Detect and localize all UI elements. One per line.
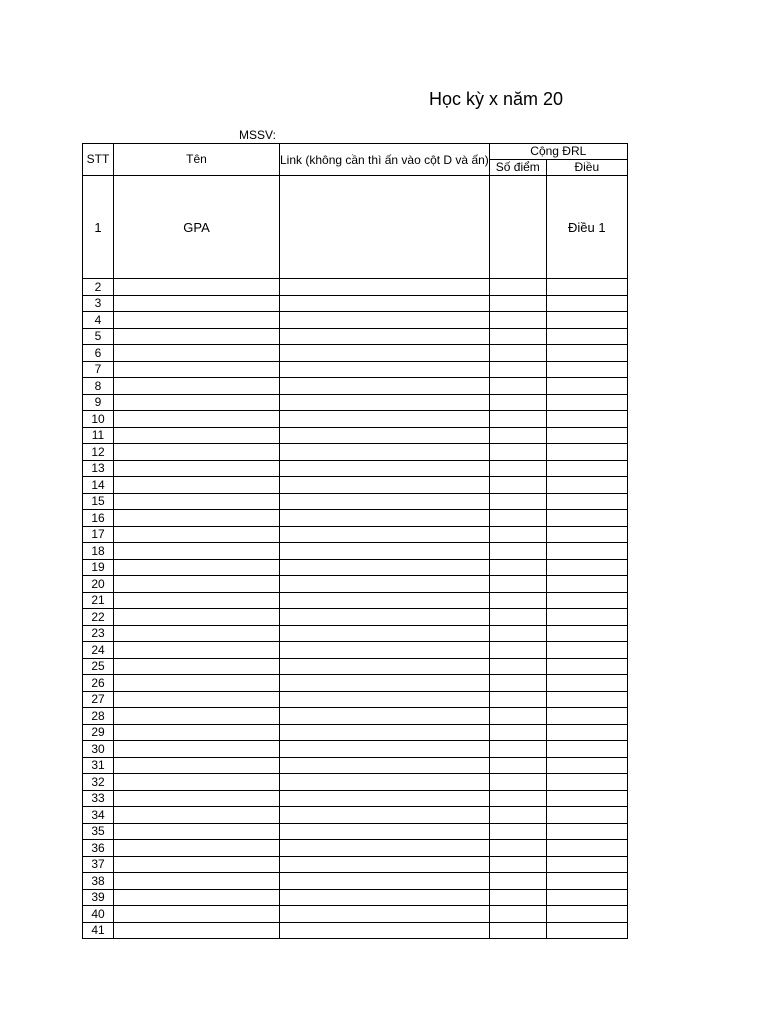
table-row (83, 411, 628, 428)
cell-so-diem[interactable] (489, 295, 546, 312)
cell-ten[interactable] (114, 906, 280, 923)
cell-ten[interactable] (114, 526, 280, 543)
cell-so-diem[interactable] (489, 873, 546, 890)
cell-ten[interactable] (114, 345, 280, 362)
cell-dieu[interactable] (546, 889, 627, 906)
cell-so-diem[interactable] (489, 427, 546, 444)
cell-stt[interactable]: 17 (83, 526, 114, 543)
table-row (83, 708, 628, 725)
cell-link[interactable] (280, 724, 490, 741)
cell-ten[interactable] (114, 856, 280, 873)
cell-stt[interactable]: 24 (83, 642, 114, 659)
table-row (83, 295, 628, 312)
cell-so-diem[interactable] (489, 741, 546, 758)
cell-so-diem[interactable] (489, 757, 546, 774)
score-table (82, 143, 628, 939)
cell-link[interactable] (280, 823, 490, 840)
cell-so-diem[interactable] (489, 592, 546, 609)
table-row (83, 427, 628, 444)
cell-link[interactable] (280, 592, 490, 609)
cell-dieu[interactable] (546, 724, 627, 741)
cell-ten[interactable] (114, 774, 280, 791)
cell-so-diem[interactable] (489, 328, 546, 345)
cell-dieu[interactable] (546, 856, 627, 873)
table-row (83, 176, 628, 279)
cell-so-diem[interactable] (489, 526, 546, 543)
table-row (83, 444, 628, 461)
cell-dieu[interactable] (546, 840, 627, 857)
cell-link[interactable] (280, 394, 490, 411)
cell-dieu[interactable] (546, 312, 627, 329)
table-row (83, 609, 628, 626)
cell-so-diem[interactable] (489, 691, 546, 708)
table-row (83, 889, 628, 906)
cell-ten[interactable] (114, 394, 280, 411)
header-row (83, 144, 628, 160)
cell-link[interactable] (280, 427, 490, 444)
cell-dieu[interactable] (546, 774, 627, 791)
table-row (83, 691, 628, 708)
cell-ten[interactable] (114, 559, 280, 576)
cell-ten[interactable] (114, 675, 280, 692)
table-row (83, 543, 628, 560)
header-cong-drl: Cộng ĐRL (489, 144, 627, 160)
table-row (83, 378, 628, 395)
table-row (83, 856, 628, 873)
cell-dieu[interactable]: Điều 1 (546, 176, 627, 279)
cell-link[interactable] (280, 609, 490, 626)
table-row (83, 279, 628, 296)
cell-so-diem[interactable] (489, 625, 546, 642)
cell-ten[interactable] (114, 592, 280, 609)
cell-so-diem[interactable] (489, 361, 546, 378)
table-row (83, 757, 628, 774)
cell-link[interactable] (280, 279, 490, 296)
cell-link[interactable] (280, 691, 490, 708)
cell-dieu[interactable] (546, 576, 627, 593)
table-row (83, 592, 628, 609)
cell-dieu[interactable] (546, 823, 627, 840)
cell-stt[interactable]: 28 (83, 708, 114, 725)
mssv-label: MSSV: (239, 128, 276, 142)
cell-stt[interactable]: 27 (83, 691, 114, 708)
cell-dieu[interactable] (546, 592, 627, 609)
cell-stt[interactable]: 15 (83, 493, 114, 510)
cell-so-diem[interactable] (489, 790, 546, 807)
cell-link[interactable] (280, 328, 490, 345)
cell-stt[interactable]: 35 (83, 823, 114, 840)
cell-dieu[interactable] (546, 526, 627, 543)
cell-so-diem[interactable] (489, 642, 546, 659)
cell-so-diem[interactable] (489, 477, 546, 494)
cell-so-diem[interactable] (489, 345, 546, 362)
cell-dieu[interactable] (546, 642, 627, 659)
cell-stt[interactable]: 26 (83, 675, 114, 692)
cell-ten[interactable] (114, 625, 280, 642)
cell-ten[interactable] (114, 642, 280, 659)
header-link: Link (không cần thì ấn vào cột D và ấn) (280, 144, 490, 176)
cell-dieu[interactable] (546, 658, 627, 675)
cell-link[interactable] (280, 295, 490, 312)
cell-dieu[interactable] (546, 295, 627, 312)
cell-stt[interactable]: 14 (83, 477, 114, 494)
cell-ten[interactable] (114, 823, 280, 840)
cell-so-diem[interactable] (489, 708, 546, 725)
cell-dieu[interactable] (546, 378, 627, 395)
cell-ten[interactable] (114, 444, 280, 461)
cell-so-diem[interactable] (489, 856, 546, 873)
cell-link[interactable] (280, 922, 490, 939)
cell-stt[interactable]: 29 (83, 724, 114, 741)
cell-stt[interactable]: 10 (83, 411, 114, 428)
cell-ten[interactable] (114, 493, 280, 510)
cell-stt[interactable]: 5 (83, 328, 114, 345)
cell-dieu[interactable] (546, 345, 627, 362)
cell-dieu[interactable] (546, 543, 627, 560)
cell-so-diem[interactable] (489, 411, 546, 428)
cell-link[interactable] (280, 708, 490, 725)
cell-so-diem[interactable] (489, 807, 546, 824)
cell-so-diem[interactable] (489, 576, 546, 593)
cell-link[interactable] (280, 411, 490, 428)
cell-ten[interactable] (114, 312, 280, 329)
cell-link[interactable] (280, 460, 490, 477)
table-row (83, 724, 628, 741)
cell-so-diem[interactable] (489, 774, 546, 791)
cell-dieu[interactable] (546, 444, 627, 461)
cell-stt[interactable]: 16 (83, 510, 114, 527)
cell-so-diem[interactable] (489, 559, 546, 576)
cell-so-diem[interactable] (489, 609, 546, 626)
table-row (83, 526, 628, 543)
table-row (83, 675, 628, 692)
cell-ten[interactable] (114, 658, 280, 675)
cell-so-diem[interactable] (489, 658, 546, 675)
cell-so-diem[interactable] (489, 279, 546, 296)
cell-link[interactable] (280, 840, 490, 857)
sheet-title: Học kỳ x năm 20 (429, 89, 564, 109)
cell-ten[interactable] (114, 691, 280, 708)
cell-dieu[interactable] (546, 559, 627, 576)
cell-link[interactable] (280, 477, 490, 494)
table-row (83, 658, 628, 675)
cell-link[interactable] (280, 807, 490, 824)
cell-dieu[interactable] (546, 411, 627, 428)
cell-stt[interactable]: 6 (83, 345, 114, 362)
cell-so-diem[interactable] (489, 840, 546, 857)
table-row (83, 790, 628, 807)
cell-ten[interactable] (114, 378, 280, 395)
table-row (83, 873, 628, 890)
cell-ten[interactable] (114, 295, 280, 312)
cell-dieu[interactable] (546, 510, 627, 527)
cell-ten[interactable] (114, 741, 280, 758)
cell-ten[interactable] (114, 609, 280, 626)
cell-dieu[interactable] (546, 790, 627, 807)
table-row (83, 906, 628, 923)
cell-stt[interactable]: 4 (83, 312, 114, 329)
cell-so-diem[interactable] (489, 444, 546, 461)
cell-stt[interactable]: 18 (83, 543, 114, 560)
cell-ten[interactable] (114, 510, 280, 527)
cell-stt[interactable]: 9 (83, 394, 114, 411)
cell-link[interactable] (280, 576, 490, 593)
table-row (83, 741, 628, 758)
cell-link[interactable] (280, 741, 490, 758)
cell-link[interactable] (280, 361, 490, 378)
cell-link[interactable] (280, 642, 490, 659)
table-row (83, 576, 628, 593)
cell-stt[interactable]: 23 (83, 625, 114, 642)
cell-dieu[interactable] (546, 906, 627, 923)
table-row (83, 493, 628, 510)
cell-ten[interactable] (114, 328, 280, 345)
cell-stt[interactable]: 39 (83, 889, 114, 906)
header-dieu: Điều (546, 160, 627, 176)
table-row (83, 345, 628, 362)
cell-dieu[interactable] (546, 493, 627, 510)
cell-dieu[interactable] (546, 361, 627, 378)
cell-ten[interactable] (114, 807, 280, 824)
cell-link[interactable] (280, 757, 490, 774)
cell-ten[interactable] (114, 279, 280, 296)
cell-so-diem[interactable] (489, 493, 546, 510)
cell-ten[interactable] (114, 889, 280, 906)
cell-dieu[interactable] (546, 427, 627, 444)
cell-dieu[interactable] (546, 279, 627, 296)
cell-so-diem[interactable] (489, 510, 546, 527)
cell-stt[interactable]: 12 (83, 444, 114, 461)
cell-stt[interactable]: 33 (83, 790, 114, 807)
cell-ten[interactable] (114, 922, 280, 939)
cell-stt[interactable]: 21 (83, 592, 114, 609)
cell-so-diem[interactable] (489, 922, 546, 939)
table-row (83, 328, 628, 345)
cell-link[interactable] (280, 790, 490, 807)
cell-ten[interactable] (114, 460, 280, 477)
cell-dieu[interactable] (546, 691, 627, 708)
cell-link[interactable] (280, 526, 490, 543)
cell-link[interactable] (280, 906, 490, 923)
cell-stt[interactable]: 11 (83, 427, 114, 444)
cell-ten[interactable] (114, 840, 280, 857)
cell-ten[interactable] (114, 790, 280, 807)
cell-ten[interactable] (114, 361, 280, 378)
cell-ten[interactable] (114, 873, 280, 890)
cell-stt[interactable]: 40 (83, 906, 114, 923)
table-row (83, 823, 628, 840)
cell-dieu[interactable] (546, 757, 627, 774)
cell-so-diem[interactable] (489, 176, 546, 279)
table-row (83, 394, 628, 411)
cell-link[interactable] (280, 625, 490, 642)
cell-link[interactable] (280, 675, 490, 692)
cell-dieu[interactable] (546, 741, 627, 758)
cell-stt[interactable]: 7 (83, 361, 114, 378)
cell-ten[interactable]: GPA (114, 176, 280, 279)
cell-stt[interactable]: 38 (83, 873, 114, 890)
cell-so-diem[interactable] (489, 312, 546, 329)
cell-link[interactable] (280, 444, 490, 461)
cell-link[interactable] (280, 658, 490, 675)
cell-dieu[interactable] (546, 922, 627, 939)
cell-ten[interactable] (114, 757, 280, 774)
cell-stt[interactable]: 19 (83, 559, 114, 576)
cell-link[interactable] (280, 559, 490, 576)
cell-link[interactable] (280, 510, 490, 527)
cell-dieu[interactable] (546, 609, 627, 626)
cell-ten[interactable] (114, 708, 280, 725)
cell-so-diem[interactable] (489, 543, 546, 560)
cell-dieu[interactable] (546, 807, 627, 824)
cell-link[interactable] (280, 493, 490, 510)
cell-stt[interactable]: 2 (83, 279, 114, 296)
table-row (83, 922, 628, 939)
cell-stt[interactable]: 31 (83, 757, 114, 774)
cell-so-diem[interactable] (489, 460, 546, 477)
cell-dieu[interactable] (546, 477, 627, 494)
table-row (83, 625, 628, 642)
cell-so-diem[interactable] (489, 823, 546, 840)
cell-stt[interactable]: 41 (83, 922, 114, 939)
cell-stt[interactable]: 36 (83, 840, 114, 857)
cell-so-diem[interactable] (489, 378, 546, 395)
cell-link[interactable] (280, 312, 490, 329)
cell-link[interactable] (280, 543, 490, 560)
cell-ten[interactable] (114, 427, 280, 444)
header-so-diem: Số điểm (489, 160, 546, 176)
cell-link[interactable] (280, 889, 490, 906)
cell-ten[interactable] (114, 576, 280, 593)
table-row (83, 312, 628, 329)
cell-ten[interactable] (114, 724, 280, 741)
cell-dieu[interactable] (546, 625, 627, 642)
header-stt: STT (83, 144, 114, 176)
cell-link[interactable] (280, 378, 490, 395)
cell-dieu[interactable] (546, 675, 627, 692)
cell-link[interactable] (280, 774, 490, 791)
cell-stt[interactable]: 30 (83, 741, 114, 758)
cell-so-diem[interactable] (489, 675, 546, 692)
cell-link[interactable] (280, 873, 490, 890)
cell-ten[interactable] (114, 411, 280, 428)
cell-so-diem[interactable] (489, 889, 546, 906)
cell-stt[interactable]: 20 (83, 576, 114, 593)
table-row (83, 807, 628, 824)
cell-link[interactable] (280, 345, 490, 362)
header-ten: Tên (114, 144, 280, 176)
cell-link[interactable] (280, 176, 490, 279)
table-row (83, 477, 628, 494)
table-row (83, 510, 628, 527)
table-row (83, 361, 628, 378)
cell-stt[interactable]: 34 (83, 807, 114, 824)
cell-stt[interactable]: 8 (83, 378, 114, 395)
cell-stt[interactable]: 37 (83, 856, 114, 873)
table-row (83, 642, 628, 659)
cell-so-diem[interactable] (489, 394, 546, 411)
cell-stt[interactable]: 13 (83, 460, 114, 477)
cell-ten[interactable] (114, 543, 280, 560)
cell-dieu[interactable] (546, 460, 627, 477)
cell-dieu[interactable] (546, 394, 627, 411)
cell-stt[interactable]: 1 (83, 176, 114, 279)
cell-link[interactable] (280, 856, 490, 873)
table-row (83, 460, 628, 477)
cell-dieu[interactable] (546, 873, 627, 890)
cell-ten[interactable] (114, 477, 280, 494)
cell-so-diem[interactable] (489, 906, 546, 923)
table-row (83, 840, 628, 857)
cell-stt[interactable]: 32 (83, 774, 114, 791)
cell-dieu[interactable] (546, 328, 627, 345)
cell-stt[interactable]: 25 (83, 658, 114, 675)
table-row (83, 559, 628, 576)
cell-stt[interactable]: 3 (83, 295, 114, 312)
table-row (83, 774, 628, 791)
cell-so-diem[interactable] (489, 724, 546, 741)
cell-dieu[interactable] (546, 708, 627, 725)
cell-stt[interactable]: 22 (83, 609, 114, 626)
